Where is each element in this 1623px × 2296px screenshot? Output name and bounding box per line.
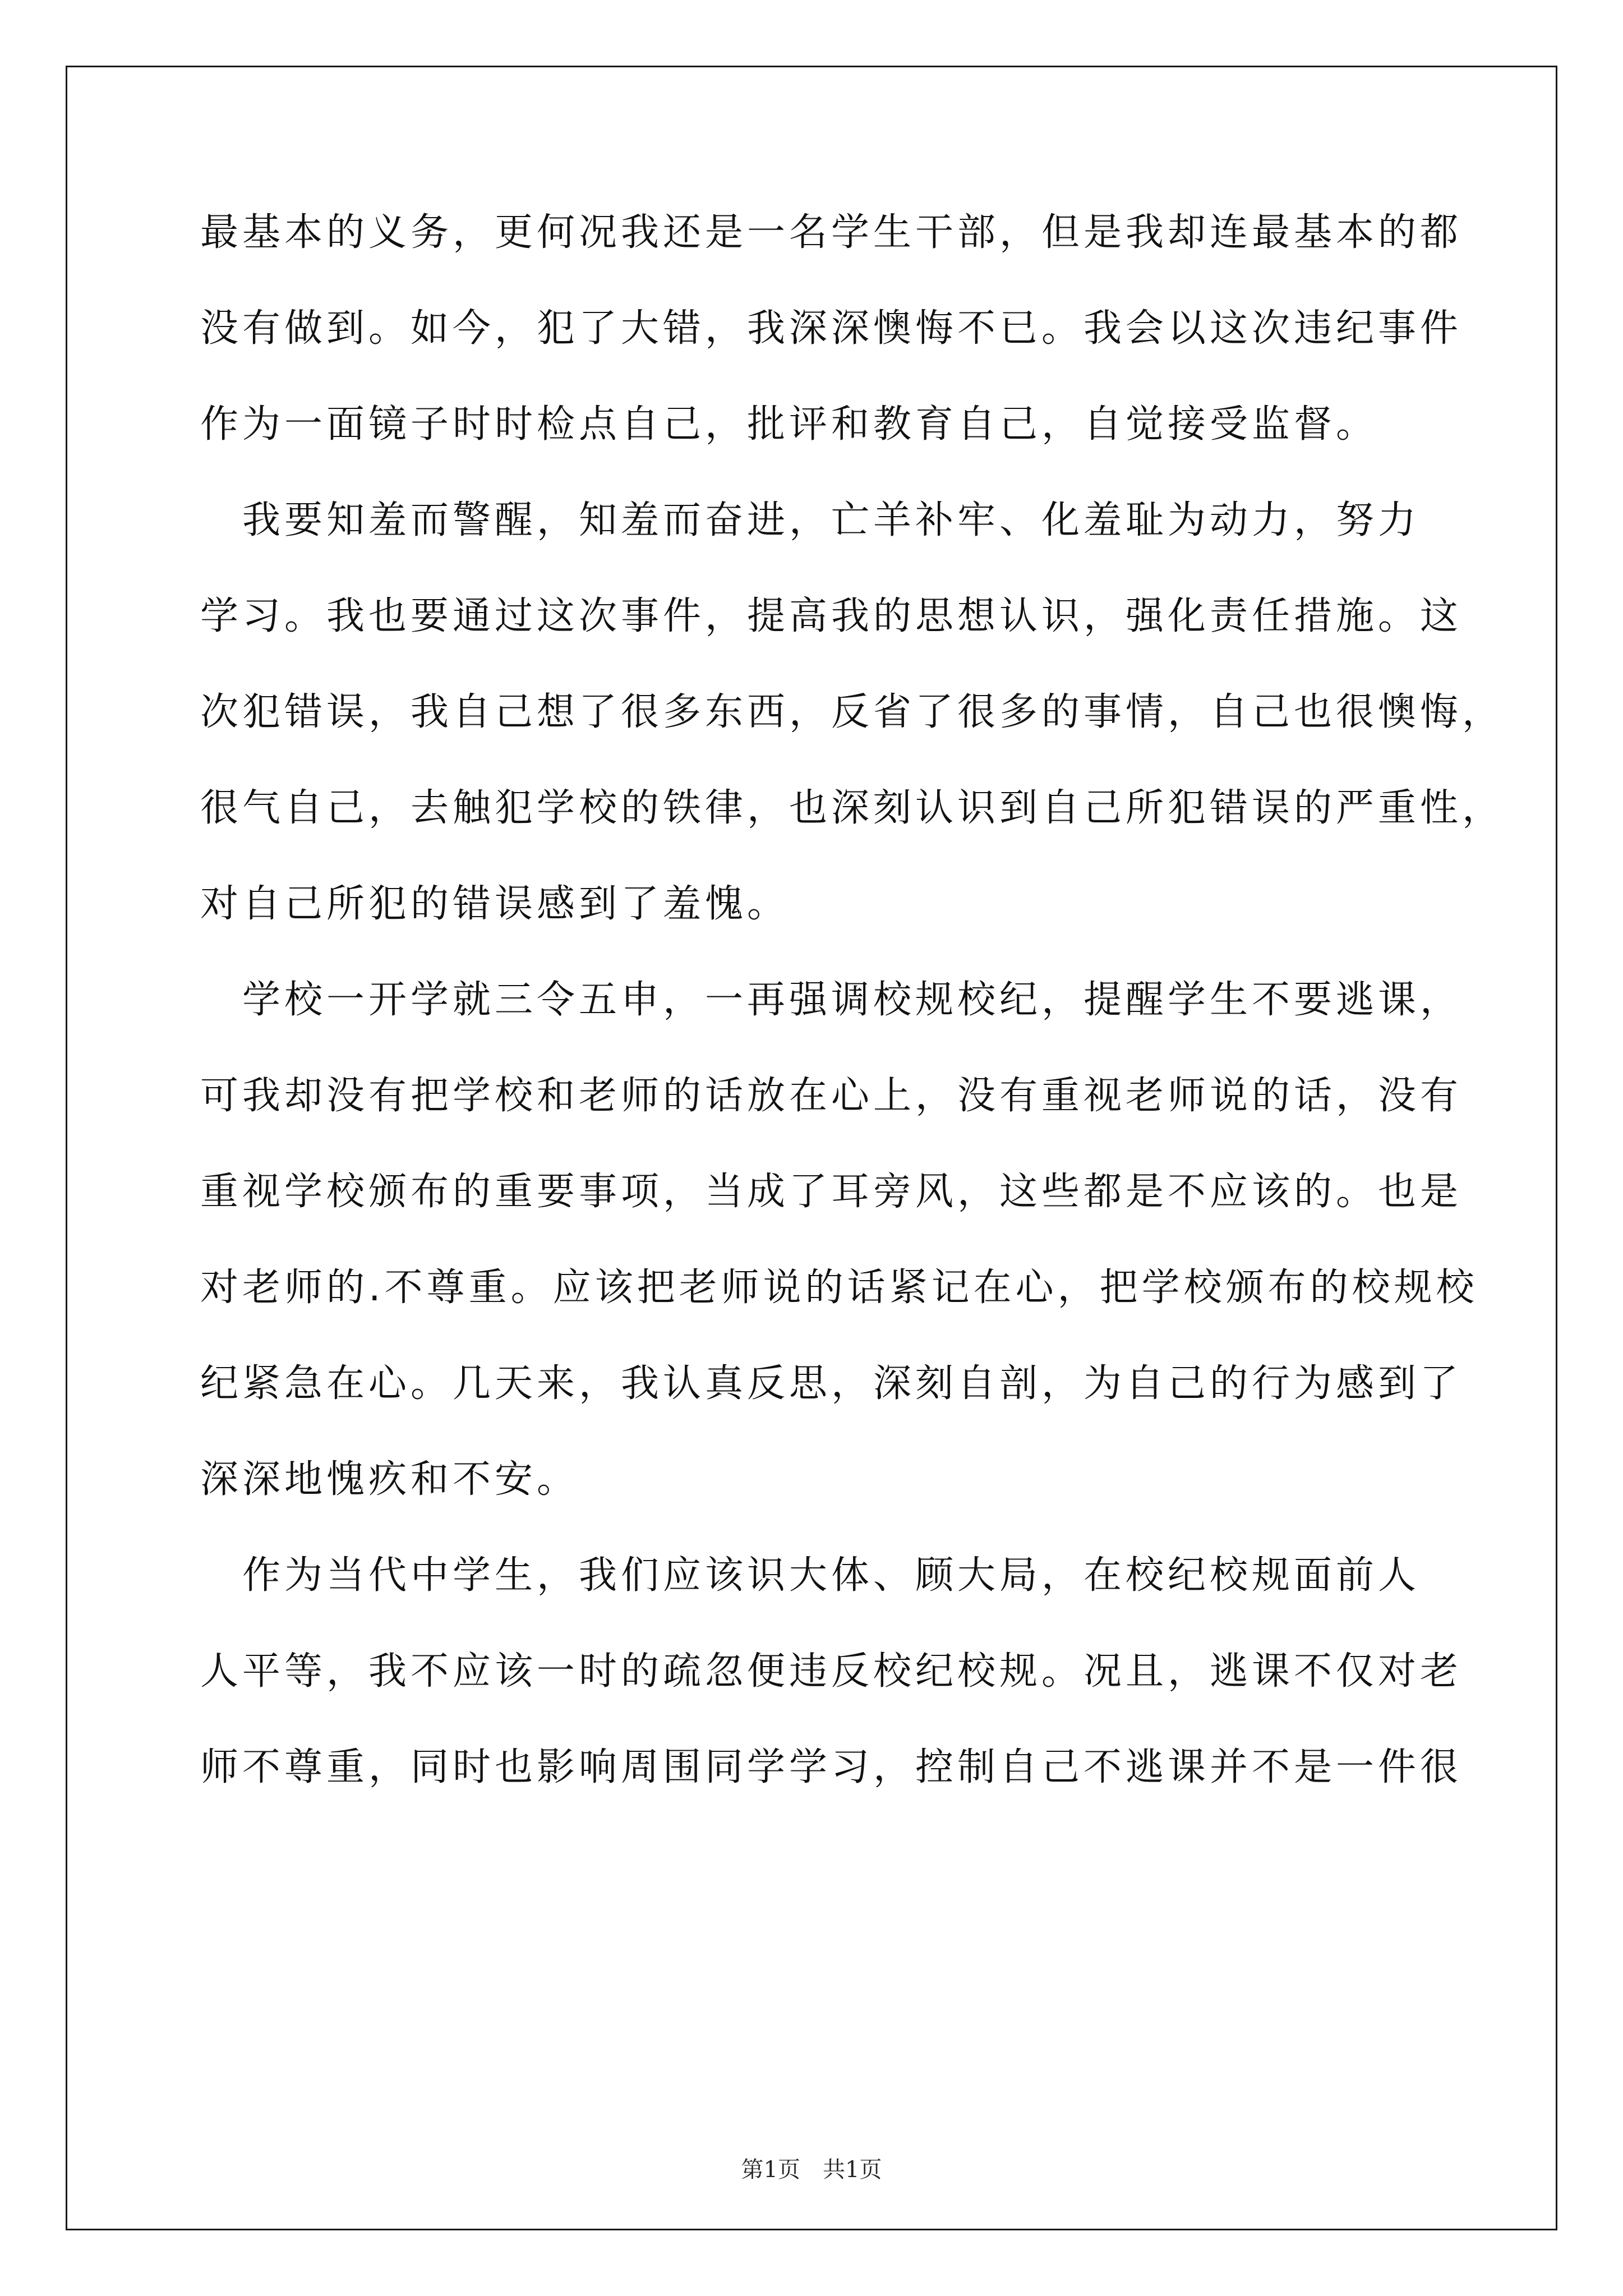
text-line: 次犯错误，我自己想了很多东西，反省了很多的事情，自己也很懊悔， [200, 690, 1505, 734]
text-line: 对老师的.不尊重。应该把老师说的话紧记在心，把学校颁布的校规校 [200, 1266, 1478, 1310]
page-footer: 第1页 共1页 [741, 2157, 882, 2183]
text-line: 最基本的义务，更何况我还是一名学生干部，但是我却连最基本的都 [200, 210, 1463, 255]
page-border [66, 66, 1557, 2230]
text-line: 可我却没有把学校和老师的话放在心上，没有重视老师说的话，没有 [200, 1074, 1463, 1118]
paragraph-start-line: 作为当代中学生，我们应该识大体、顾大局，在校纪校规面前人 [200, 1553, 1421, 1598]
text-line: 纪紧急在心。几天来，我认真反思，深刻自剖，为自己的行为感到了 [200, 1361, 1463, 1406]
text-line: 没有做到。如今，犯了大错，我深深懊悔不已。我会以这次违纪事件 [200, 306, 1463, 351]
text-line: 重视学校颁布的重要事项，当成了耳旁风，这些都是不应该的。也是 [200, 1170, 1463, 1214]
text-line: 深深地愧疚和不安。 [200, 1457, 579, 1502]
paragraph-start-line: 学校一开学就三令五申，一再强调校规校纪，提醒学生不要逃课， [200, 978, 1463, 1022]
paragraph-start-line: 我要知羞而警醒，知羞而奋进，亡羊补牢、化羞耻为动力，努力 [200, 498, 1421, 542]
text-line: 人平等，我不应该一时的疏忽便违反校纪校规。况且，逃课不仅对老 [200, 1649, 1463, 1694]
text-line: 很气自己，去触犯学校的铁律，也深刻认识到自己所犯错误的严重性， [200, 786, 1505, 830]
text-line: 师不尊重，同时也影响周围同学学习，控制自己不逃课并不是一件很 [200, 1745, 1463, 1789]
text-line: 学习。我也要通过这次事件，提高我的思想认识，强化责任措施。这 [200, 594, 1463, 638]
text-line: 作为一面镜子时时检点自己，批评和教育自己，自觉接受监督。 [200, 402, 1378, 447]
text-line: 对自己所犯的错误感到了羞愧。 [200, 882, 790, 926]
